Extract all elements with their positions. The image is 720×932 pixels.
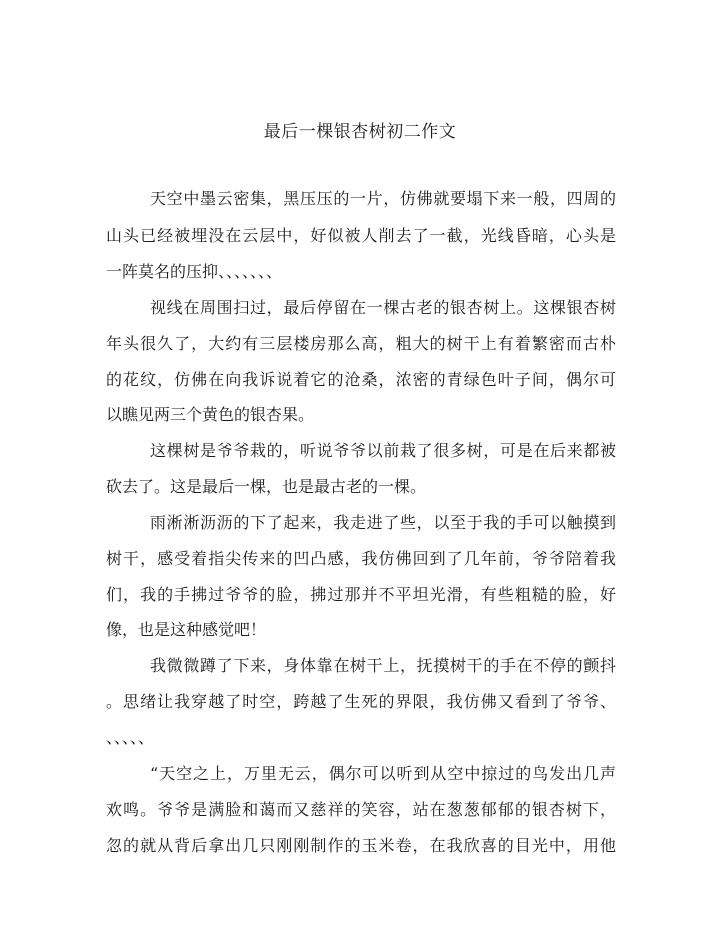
document-title: 最后一棵银杏树初二作文: [263, 122, 457, 142]
paragraph-6-line-1: “天空之上，万里无云，偶尔可以听到从空中掠过的鸟发出几声: [150, 764, 616, 783]
paragraph-6-line-3: 忽的就从背后拿出几只刚刚制作的玉米卷，在我欣喜的目光中，用他: [106, 836, 616, 855]
paragraph-5-line-3: 、、、、、: [106, 728, 155, 747]
paragraph-6-line-2: 欢鸣。爷爷是满脸和蔼而又慈祥的笑容，站在葱葱郁郁的银杏树下，: [106, 800, 616, 819]
paragraph-1-line-3: 一阵莫名的压抑、、、、、、、: [106, 262, 283, 281]
paragraph-2-line-1: 视线在周围扫过，最后停留在一棵古老的银杏树上。这棵银杏树: [150, 298, 616, 317]
paragraph-2-line-4: 以瞧见两三个黄色的银杏果。: [106, 405, 315, 424]
paragraph-3-line-2: 砍去了。这是最后一棵，也是最古老的一棵。: [106, 477, 427, 496]
paragraph-1-line-1: 天空中墨云密集，黑压压的一片，仿佛就要塌下来一般，四周的: [150, 189, 616, 208]
paragraph-4-line-3: 们，我的手拂过爷爷的脸，拂过那并不平坦光滑，有些粗糙的脸，好: [106, 585, 616, 604]
paragraph-5-line-2: 。思绪让我穿越了时空，跨越了生死的界限，我仿佛又看到了爷爷、: [106, 692, 616, 711]
paragraph-4-line-4: 像，也是这种感觉吧！: [106, 620, 267, 639]
paragraph-4-line-2: 树干，感受着指尖传来的凹凸感，我仿佛回到了几年前，爷爷陪着我: [106, 549, 616, 568]
paragraph-5-line-1: 我微微蹲了下来，身体靠在树干上，抚摸树干的手在不停的颤抖: [150, 656, 616, 675]
paragraph-2-line-3: 的花纹，仿佛在向我诉说着它的沧桑，浓密的青绿色叶子间，偶尔可: [106, 370, 616, 389]
paragraph-1-line-2: 山头已经被埋没在云层中，好似被人削去了一截，光线昏暗，心头是: [106, 226, 616, 245]
paragraph-2-line-2: 年头很久了，大约有三层楼房那么高，粗大的树干上有着繁密而古朴: [106, 334, 616, 353]
paragraph-4-line-1: 雨淅淅沥沥的下了起来，我走进了些，以至于我的手可以触摸到: [150, 513, 616, 532]
paragraph-3-line-1: 这棵树是爷爷栽的，听说爷爷以前栽了很多树，可是在后来都被: [150, 441, 616, 460]
